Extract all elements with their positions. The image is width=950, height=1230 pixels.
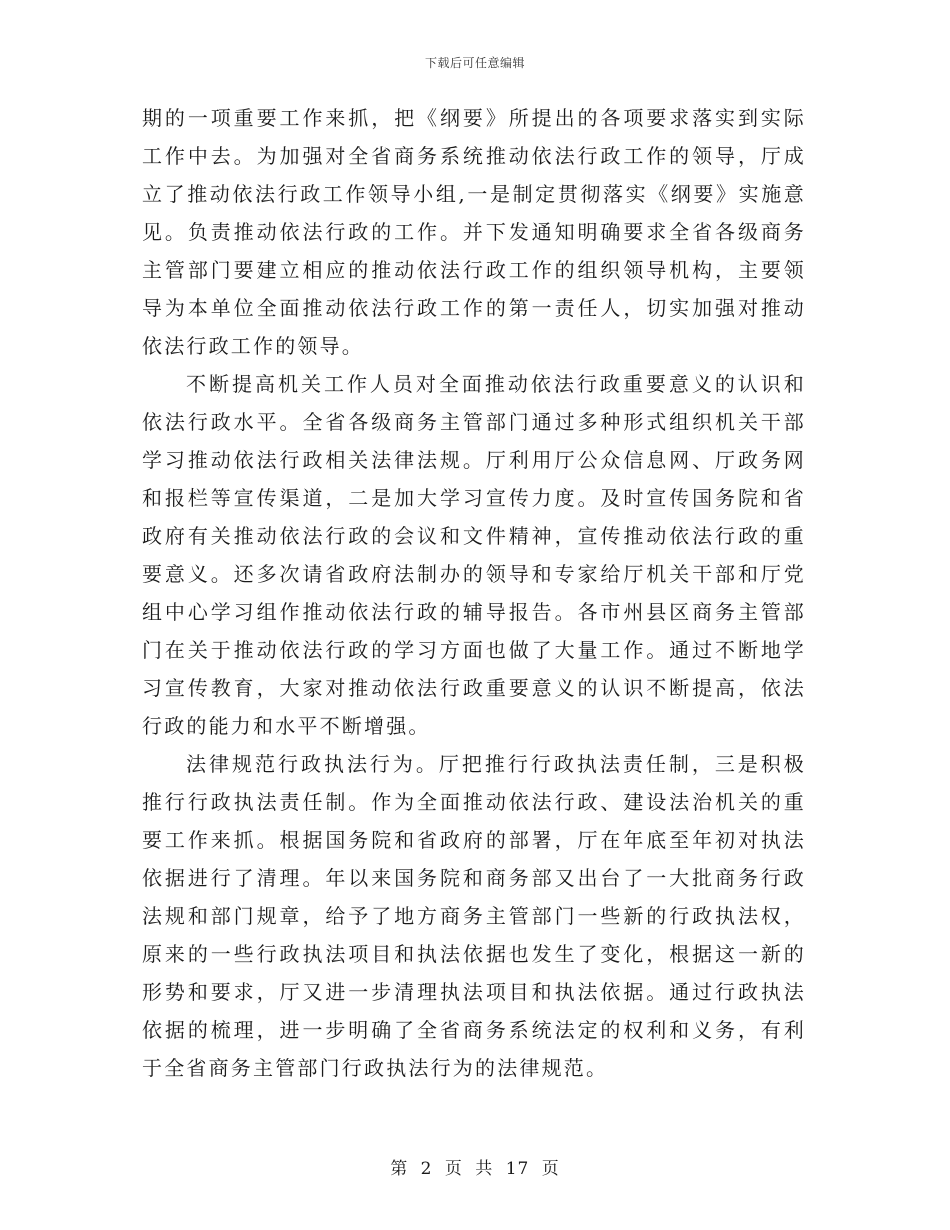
- paragraph-3: 法律规范行政执法行为。厅把推行行政执法责任制，三是积极推行行政执法责任制。作为全面推动依法行政、建设法治机关的重要工作来抓。根据国务院和省政府的部署，厅在年底至年初对执法依据进行了清理。年以来国务院和商务部又出台了一大批商务行政法规和部门规章，给予了地方商务主管部门一些新的行政执法权，原来的一些行政执法项目和执法依据也发生了变化，根据这一新的形势和要求，厅又进一步清理执法项目和执法依据。通过行政执法依据的梳理，进一步明确了全省商务系统法定的权利和义务，有利于全省商务主管部门行政执法行为的法律规范。: [142, 752, 806, 1080]
- paragraph-2: 不断提高机关工作人员对全面推动依法行政重要意义的认识和依法行政水平。全省各级商务主管部门通过多种形式组织机关干部学习推动依法行政相关法律法规。厅利用厅公众信息网、厅政务网和报栏等宣传渠道，二是加大学习宣传力度。及时宣传国务院和省政府有关推动依法行政的会议和文件精神，宣传推动依法行政的重要意义。还多次请省政府法制办的领导和专家给厅机关干部和厅党组中心学习组作推动依法行政的辅导报告。各市州县区商务主管部门在关于推动依法行政的学习方面也做了大量工作。通过不断地学习宣传教育，大家对推动依法行政重要意义的认识不断提高，依法行政的能力和水平不断增强。: [142, 372, 806, 738]
- page-header: 下载后可任意编辑: [424, 56, 525, 70]
- document-body: [142, 99, 806, 1087]
- paragraph-1: 期的一项重要工作来抓，把《纲要》所提出的各项要求落实到实际工作中去。为加强对全省商务系统推动依法行政工作的领导，厅成立了推动依法行政工作领导小组,一是制定贯彻落实《纲要》实施意见。负责推动依法行政的工作。并下发通知明确要求全省各级商务主管部门要建立相应的推动依法行政工作的组织领导机构，主要领导为本单位全面推动依法行政工作的第一责任人，切实加强对推动依法行政工作的领导。: [142, 106, 806, 358]
- page-number: 第 2 页 共 17 页: [390, 1159, 560, 1179]
